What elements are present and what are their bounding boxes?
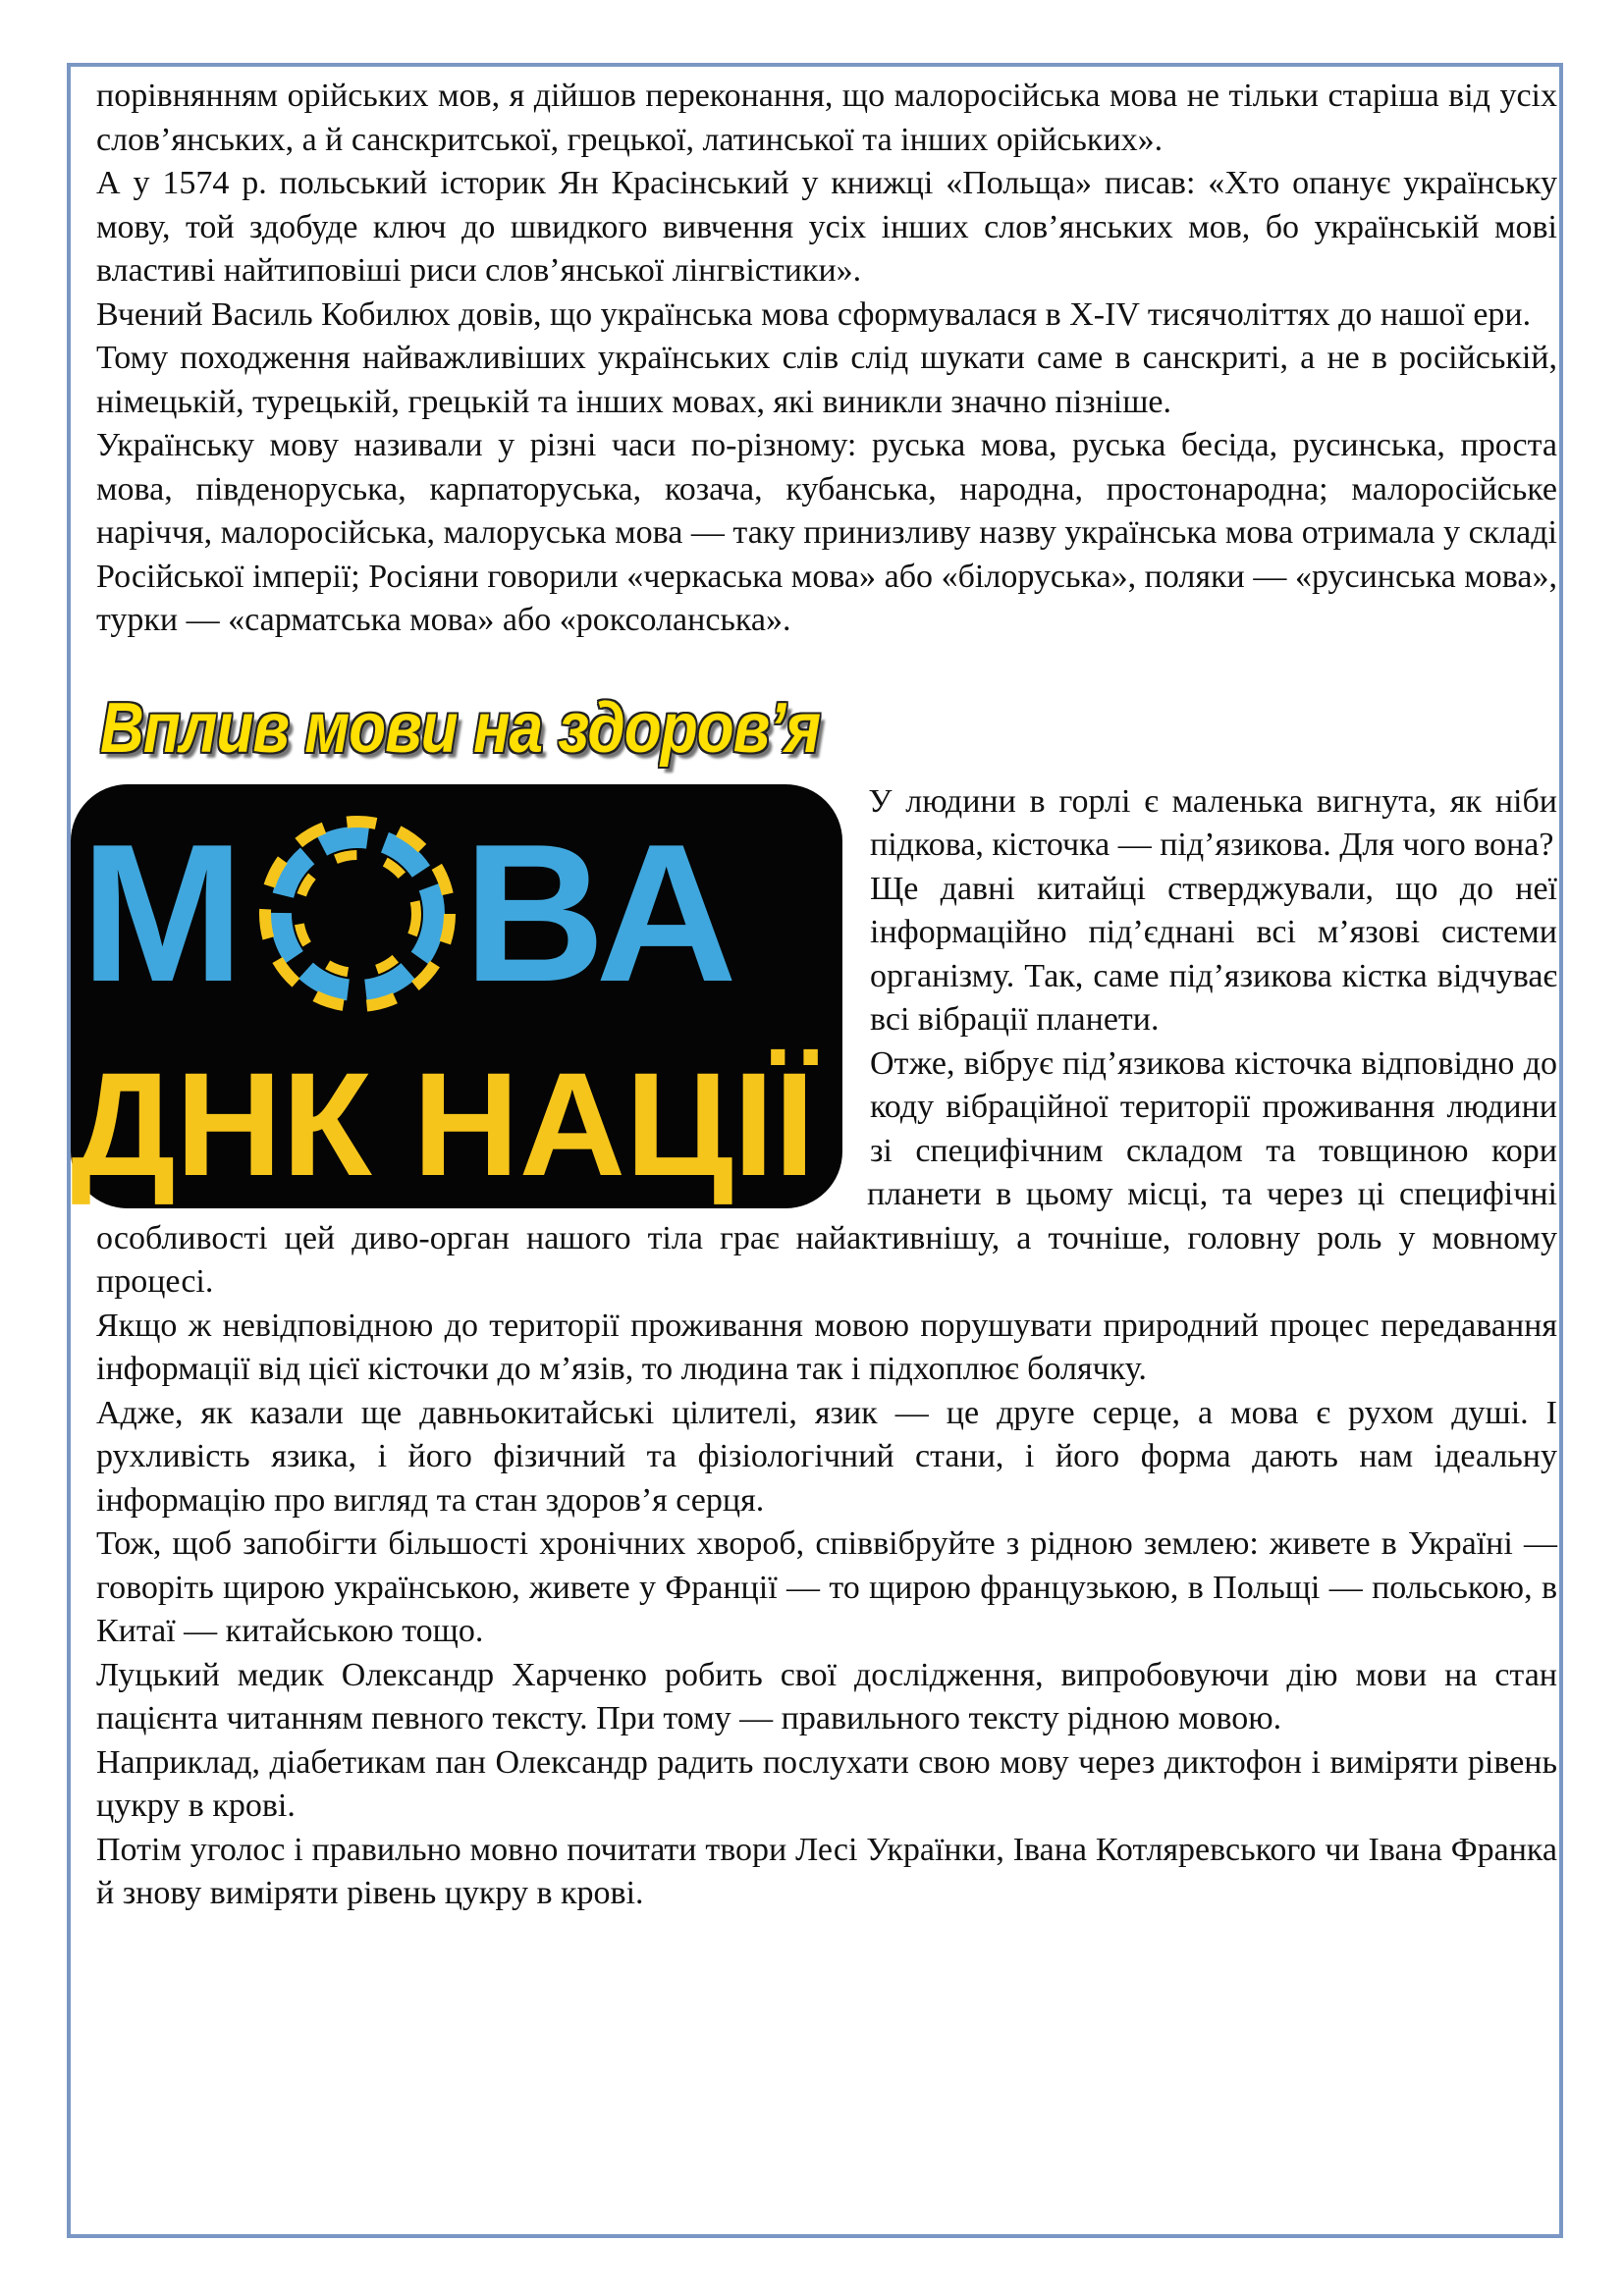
mova-dnk-logo <box>71 784 842 1208</box>
paragraph: Луцький медик Олександр Харченко робить свої дослідження, випробовуючи дію мови на стан пацієнта читанням певного тексту. При тому — правильного тексту рідною мовою. <box>96 1656 1557 1736</box>
paragraph: Ще давні китайці стверджували, що до неї інформаційно під’єднані всі м’язові системи організму. Так, саме під’язикова кістка відчуває всі вібрації планети. <box>870 870 1557 1038</box>
section-heading: Вплив мови на здоров’я <box>100 688 821 768</box>
document-body <box>71 75 1557 1916</box>
paragraph: Отже, вібрує під’язикова кісточка відповідно до коду вібраційної території проживання людини зі специфічним складом та товщиною кори планети в цьому місці, та через ці специфічні особливості цей диво-орган нашого тіла грає найактивнішу, а точніше, головну роль у мовному процесі. <box>96 1044 1557 1300</box>
paragraph: Українську мову називали у різні часи по-різному: руська мова, руська бесіда, русинська, проста мова, південоруська, карпаторуська, козача, кубанська, народна, простонародна; малоросійське наріччя, малоросійська, малоруська мова — таку принизливу назву українська мова отримала у складі Російської імперії; Росіяни говорили «черкаська мова» або «білоруська», поляки — «русинська мова», турки — «сарматська мова» або «роксоланська». <box>96 427 1557 638</box>
paragraph: Вчений Василь Кобилюх довів, що українська мова сформувалася в X-IV тисячоліттях до нашої ери. <box>96 295 1532 333</box>
paragraph: порівнянням орійських мов, я дійшов переконання, що малоросійська мова не тільки старіша від усіх слов’янських, а й санскритської, грецької, латинської та інших орійських». <box>96 78 1557 158</box>
paragraph: Якщо ж невідповідною до території проживання мовою порушувати природний процес передавання інформації від цієї кісточки до м’язів, то людина так і підхоплює болячку. <box>96 1307 1557 1387</box>
logo-letters-va: ВА <box>463 803 737 1023</box>
paragraph: Тож, щоб запобігти більшості хронічних хвороб, співвібруйте з рідною землею: живете в Україні — говоріть щирою українською, живете у Франції — то щирою французькою, в Польщі — польською, в Китаї — китайською тощо. <box>96 1525 1557 1649</box>
paragraph: Потім уголос і правильно мовно почитати твори Лесі Українки, Івана Котляревського чи Івана Франка й знову виміряти рівень цукру в крові. <box>96 1831 1557 1911</box>
paragraph: Адже, як казали ще давньокитайські цілителі, язик — це друге серце, а мова є рухом душі. І рухливість язика, і його фізичний та фізіологічний стани, і його форма дають нам ідеальну інформацію про вигляд та стан здоров’я серця. <box>96 1394 1557 1519</box>
paragraph: Наприклад, діабетикам пан Олександр радить послухати свою мову через диктофон і виміряти рівень цукру в крові. <box>96 1743 1557 1824</box>
paragraph: Тому походження найважливіших українських слів слід шукати саме в санскриті, а не в російській, німецькій, турецькій, грецькій та інших мовах, які виникли значно пізніше. <box>96 340 1557 420</box>
dna-ring-icon <box>265 822 450 1006</box>
paragraph: У людини в горлі є маленька вигнута, як ніби підкова, кісточка — під’язикова. Для чого вона? <box>868 782 1557 863</box>
logo-bottom-text: ДНК НАЦІЇ <box>71 1041 815 1206</box>
logo-graphic <box>71 784 842 1208</box>
logo-letter-m: М <box>81 803 244 1023</box>
paragraph: А у 1574 р. польський історик Ян Красінський у книжці «Польща» писав: «Хто опанує українську мову, той здобуде ключ до швидкого вивчення усіх інших слов’янських мов, бо українській мові властиві найтиповіші риси слов’янської лінгвістики». <box>96 165 1557 289</box>
